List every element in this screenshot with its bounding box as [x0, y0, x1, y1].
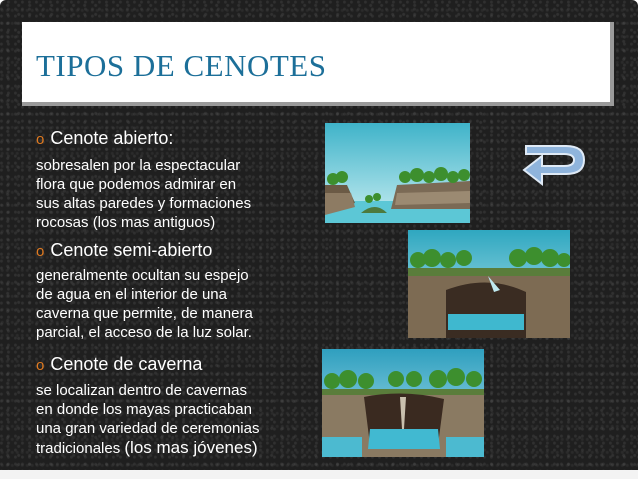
- paragraph-cenote-semi-abierto: [36, 266, 253, 342]
- text-line: rocosas (los mas antiguos): [36, 214, 216, 231]
- heading-text: Cenote de caverna: [50, 354, 203, 374]
- text-line: sus altas paredes y formaciones: [36, 195, 252, 212]
- text-line: caverna que permite, de manera: [36, 305, 253, 322]
- footer-strip: [0, 470, 638, 479]
- heading-cenote-abierto: [36, 128, 173, 149]
- paragraph-cenote-de-caverna: [36, 381, 259, 458]
- text-line: parcial, el acceso de la luz solar.: [36, 324, 252, 341]
- text-line: en donde los mayas practicaban: [36, 401, 252, 418]
- paragraph-cenote-abierto: [36, 156, 251, 232]
- bullet-icon: o: [36, 243, 45, 260]
- title-box: [22, 22, 614, 106]
- cavern-cenote-illustration: [322, 349, 484, 457]
- text-line: sobresalen por la espectacular: [36, 157, 241, 174]
- semi-open-cenote-illustration: [408, 230, 570, 338]
- heading-cenote-de-caverna: [36, 354, 202, 375]
- text-line-emphasis: (los mas jóvenes): [124, 438, 258, 457]
- heading-cenote-semi-abierto: [36, 240, 212, 261]
- text-line: una gran variedad de ceremonias: [36, 420, 260, 437]
- text-line: flora que podemos admirar en: [36, 176, 237, 193]
- text-line-start: tradicionales: [36, 440, 125, 457]
- bullet-icon: o: [36, 357, 45, 374]
- text-line: [36, 438, 259, 458]
- heading-text: Cenote semi-abierto: [50, 240, 213, 260]
- curved-return-arrow-icon: [520, 140, 590, 190]
- bullet-icon: o: [36, 131, 45, 148]
- text-line: de agua en el interior de una: [36, 286, 227, 303]
- open-cenote-illustration: [325, 123, 470, 223]
- heading-text: Cenote abierto:: [50, 128, 174, 148]
- text-line: se localizan dentro de cavernas: [36, 382, 247, 399]
- slide-title: TIPOS DE CENOTES: [36, 48, 327, 83]
- text-line: generalmente ocultan su espejo: [36, 267, 249, 284]
